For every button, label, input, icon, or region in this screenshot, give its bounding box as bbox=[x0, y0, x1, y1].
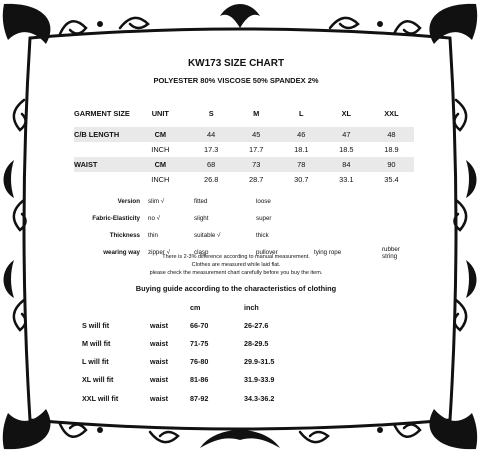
cell-value: 17.3 bbox=[203, 145, 219, 154]
guide-inch: 34.3-36.2 bbox=[244, 393, 275, 403]
cell-value: 35.4 bbox=[384, 175, 399, 184]
row-label: WAIST bbox=[74, 157, 132, 172]
fabric-option-empty bbox=[382, 210, 414, 227]
cell-value: 46 bbox=[279, 127, 324, 142]
table-row bbox=[82, 353, 304, 371]
fabric-option: pullover bbox=[256, 249, 278, 256]
guide-cm: 87-92 bbox=[190, 393, 209, 403]
table-row bbox=[74, 127, 414, 142]
fabric-label-version: Version bbox=[117, 198, 140, 205]
fabric-option: clasp bbox=[194, 249, 209, 256]
cell-value: 33.1 bbox=[339, 175, 354, 184]
fabric-option bbox=[314, 210, 382, 227]
fabric-option: slim √ bbox=[148, 198, 165, 205]
table-row bbox=[82, 334, 304, 352]
guide-inch: 31.9-33.9 bbox=[244, 375, 275, 385]
guide-header-inch: inch bbox=[244, 302, 259, 312]
cell-value: 30.7 bbox=[294, 175, 309, 184]
row-unit: INCH bbox=[151, 145, 170, 154]
guide-cm: 71-75 bbox=[190, 338, 209, 348]
guide-part: waist bbox=[150, 320, 168, 330]
guide-size: L will fit bbox=[82, 357, 109, 367]
size-table bbox=[74, 99, 414, 187]
cell-value: 90 bbox=[369, 157, 414, 172]
guide-inch: 28-29.5 bbox=[244, 338, 269, 348]
guide-part: waist bbox=[150, 338, 168, 348]
table-row bbox=[82, 371, 304, 389]
fabric-option: no √ bbox=[148, 215, 160, 222]
cell-value: 78 bbox=[279, 157, 324, 172]
size-table-header bbox=[74, 99, 414, 127]
guide-header-empty bbox=[82, 298, 150, 316]
note-line: please check the measurement chart carefully before you buy the item. bbox=[149, 270, 323, 276]
fabric-option: slight bbox=[194, 215, 209, 222]
fabric-option: rubber string bbox=[382, 245, 400, 260]
fabric-option-empty bbox=[382, 193, 414, 210]
header-size-s: S bbox=[208, 108, 214, 118]
fabric-option: suitable √ bbox=[194, 232, 221, 239]
cell-value: 26.8 bbox=[203, 175, 219, 184]
row-label: C/B LENGTH bbox=[74, 127, 132, 142]
fabric-option bbox=[314, 227, 382, 244]
note-line: Clothes are measured while laid flat. bbox=[191, 262, 281, 268]
guide-header-empty bbox=[150, 298, 190, 316]
guide-header bbox=[82, 298, 304, 316]
cell-value: 18.1 bbox=[294, 145, 309, 154]
header-unit: UNIT bbox=[151, 108, 169, 118]
fabric-label-thickness: Thickness bbox=[109, 232, 140, 239]
guide-size: XL will fit bbox=[82, 375, 114, 385]
row-unit: CM bbox=[132, 157, 189, 172]
list-item bbox=[80, 193, 414, 210]
row-unit: INCH bbox=[151, 175, 170, 184]
fabric-option-empty bbox=[382, 227, 414, 244]
cell-value: 18.9 bbox=[384, 145, 399, 154]
fabric-option: zipper √ bbox=[148, 249, 170, 256]
table-row bbox=[74, 157, 414, 172]
cell-value: 68 bbox=[189, 157, 234, 172]
header-size-l: L bbox=[299, 108, 304, 118]
cell-value: 44 bbox=[189, 127, 234, 142]
cell-value: 45 bbox=[234, 127, 279, 142]
table-row bbox=[82, 389, 304, 407]
fabric-option: super bbox=[256, 215, 272, 222]
guide-inch: 26-27.6 bbox=[244, 320, 269, 330]
guide-inch: 29.9-31.5 bbox=[244, 357, 275, 367]
guide-size: XXL will fit bbox=[82, 393, 119, 403]
row-unit: CM bbox=[132, 127, 189, 142]
note-line: There is 2-3% difference according to manual measurement. bbox=[162, 254, 310, 260]
cell-value: 17.7 bbox=[249, 145, 264, 154]
guide-size: S will fit bbox=[82, 320, 110, 330]
material-composition: POLYESTER 80% VISCOSE 50% SPANDEX 2% bbox=[153, 76, 319, 85]
fabric-option: thick bbox=[256, 232, 269, 239]
cell-value: 73 bbox=[234, 157, 279, 172]
buying-guide-title: Buying guide according to the characteristics of clothing bbox=[135, 284, 337, 293]
row-label bbox=[74, 172, 132, 187]
guide-part: waist bbox=[150, 375, 168, 385]
table-row bbox=[82, 316, 304, 334]
size-chart-panel bbox=[58, 46, 414, 406]
header-size-xl: XL bbox=[341, 108, 352, 118]
fabric-option: tying rope bbox=[314, 249, 342, 256]
list-item bbox=[80, 210, 414, 227]
buying-guide-table bbox=[82, 298, 304, 407]
measurement-notes bbox=[58, 253, 414, 277]
cell-value: 18.5 bbox=[339, 145, 354, 154]
table-row bbox=[74, 142, 414, 157]
fabric-option: loose bbox=[256, 198, 271, 205]
list-item bbox=[80, 227, 414, 244]
fabric-option bbox=[314, 193, 382, 210]
guide-size: M will fit bbox=[82, 338, 111, 348]
cell-value: 84 bbox=[324, 157, 369, 172]
fabric-characteristics bbox=[80, 193, 414, 261]
fabric-label-elasticity: Fabric-Elasticity bbox=[92, 215, 140, 222]
cell-value: 47 bbox=[324, 127, 369, 142]
guide-cm: 81-86 bbox=[190, 375, 209, 385]
row-label bbox=[74, 142, 132, 157]
header-size-xxl: XXL bbox=[384, 108, 399, 118]
chart-title: KW173 SIZE CHART bbox=[187, 58, 285, 69]
cell-value: 28.7 bbox=[249, 175, 264, 184]
header-garment-size: GARMENT SIZE bbox=[74, 108, 130, 118]
fabric-label-wearing-way: wearing way bbox=[103, 249, 140, 256]
fabric-option: thin bbox=[148, 232, 158, 239]
table-row bbox=[74, 172, 414, 187]
guide-part: waist bbox=[150, 357, 168, 367]
fabric-option: fitted bbox=[194, 198, 208, 205]
header-size-m: M bbox=[253, 108, 260, 118]
cell-value: 48 bbox=[369, 127, 414, 142]
guide-part: waist bbox=[150, 393, 168, 403]
guide-cm: 66-70 bbox=[190, 320, 209, 330]
guide-header-cm: cm bbox=[190, 302, 201, 312]
guide-cm: 76-80 bbox=[190, 357, 209, 367]
